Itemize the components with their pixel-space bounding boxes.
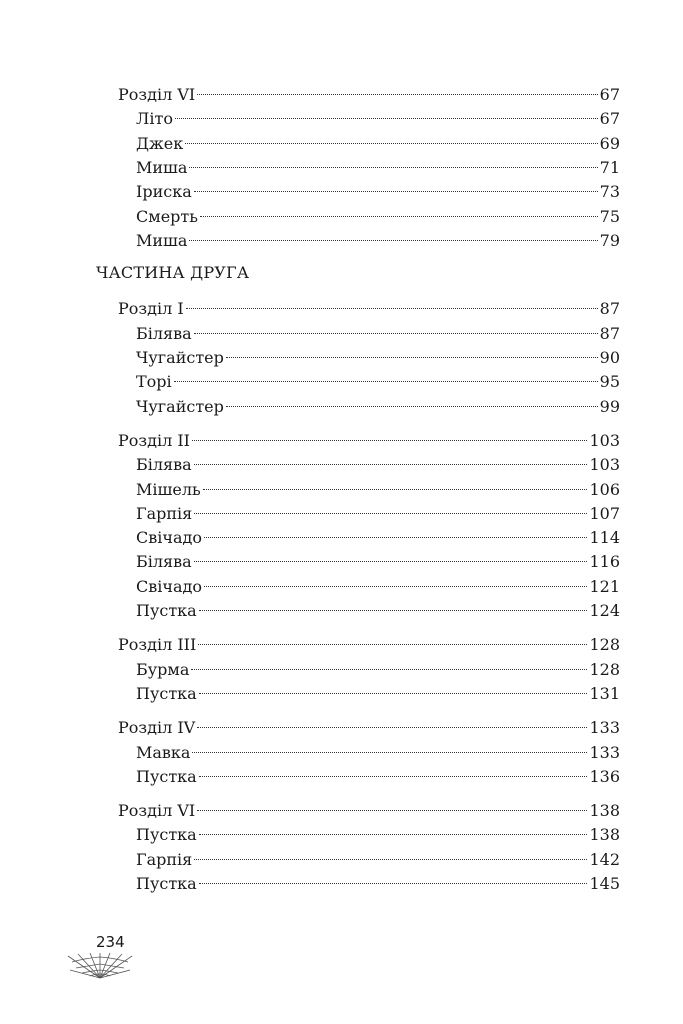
entry-page-number: 87 xyxy=(599,323,620,343)
entry-page-number: 106 xyxy=(589,479,620,499)
toc-subentry[interactable] xyxy=(136,742,620,764)
toc-subentry[interactable] xyxy=(136,849,620,871)
entry-page-number: 69 xyxy=(599,133,620,153)
dot-leader xyxy=(199,776,588,777)
entry-page-number: 90 xyxy=(599,348,620,367)
entry-title: Смерть xyxy=(136,206,198,226)
toc-subentry[interactable] xyxy=(136,454,620,476)
entry-page-number: 87 xyxy=(599,299,620,319)
toc-chapter-entry[interactable] xyxy=(118,717,620,739)
entry-page-number: 116 xyxy=(589,552,620,572)
toc-subentry[interactable] xyxy=(136,503,620,525)
dot-leader xyxy=(185,143,597,144)
dot-leader xyxy=(199,610,588,611)
entry-page-number: 124 xyxy=(589,601,620,620)
entry-title: Джек xyxy=(136,133,184,153)
entry-title: Миша xyxy=(136,230,188,250)
entry-title: Бурма xyxy=(136,659,190,679)
entry-page-number: 128 xyxy=(589,635,620,655)
entry-title: Розділ I xyxy=(118,299,184,319)
entry-page-number: 75 xyxy=(599,206,620,226)
toc-subentry[interactable] xyxy=(136,600,620,622)
dot-leader xyxy=(189,167,597,168)
dot-leader xyxy=(197,94,597,95)
dot-leader xyxy=(174,381,598,382)
entry-page-number: 145 xyxy=(589,874,620,893)
toc-subentry[interactable] xyxy=(136,527,620,549)
dot-leader xyxy=(186,308,598,309)
entry-title: Розділ VI xyxy=(118,801,196,821)
dot-leader xyxy=(194,464,588,465)
toc-subentry[interactable] xyxy=(136,133,620,155)
entry-title: Білява xyxy=(136,455,192,475)
entry-title: Пустка xyxy=(136,825,197,845)
dot-leader xyxy=(226,357,598,358)
toc-subentry[interactable] xyxy=(136,396,620,418)
dot-leader xyxy=(189,240,597,241)
entry-title: Розділ III xyxy=(118,635,197,655)
entry-title: Торі xyxy=(136,372,172,392)
spiderweb-icon xyxy=(66,952,134,986)
toc-subentry[interactable] xyxy=(136,108,620,130)
entry-page-number: 103 xyxy=(589,455,620,475)
entry-title: Білява xyxy=(136,323,192,343)
entry-page-number: 128 xyxy=(589,659,620,679)
toc-subentry[interactable] xyxy=(136,824,620,846)
entry-title: Свічадо xyxy=(136,576,202,596)
toc-subentry[interactable] xyxy=(136,659,620,681)
toc-subentry[interactable] xyxy=(136,479,620,501)
toc-subentry[interactable] xyxy=(136,157,620,179)
toc-chapter-entry[interactable] xyxy=(118,430,620,452)
entry-title: Пустка xyxy=(136,874,197,893)
dot-leader xyxy=(204,537,587,538)
entry-page-number: 133 xyxy=(589,718,620,738)
toc-subentry[interactable] xyxy=(136,371,620,393)
entry-title: Свічадо xyxy=(136,528,202,548)
dot-leader xyxy=(200,216,598,217)
entry-title: Миша xyxy=(136,157,188,177)
dot-leader xyxy=(194,333,598,334)
dot-leader xyxy=(194,191,598,192)
entry-title: Розділ II xyxy=(118,430,190,450)
entry-page-number: 138 xyxy=(589,801,620,821)
toc-subentry[interactable] xyxy=(136,766,620,788)
dot-leader xyxy=(194,859,587,860)
entry-title: Чугайстер xyxy=(136,396,224,416)
dot-leader xyxy=(203,489,588,490)
entry-title: Розділ IV xyxy=(118,718,196,738)
entry-page-number: 131 xyxy=(589,683,620,703)
entry-title: Білява xyxy=(136,552,192,572)
toc-subentry[interactable] xyxy=(136,347,620,369)
dot-leader xyxy=(194,561,588,562)
toc-chapter-entry[interactable] xyxy=(118,800,620,822)
dot-leader xyxy=(226,406,598,407)
entry-page-number: 95 xyxy=(599,372,620,392)
entry-title: Гарпія xyxy=(136,849,193,869)
entry-page-number: 142 xyxy=(589,849,620,869)
toc-subentry[interactable] xyxy=(136,181,620,203)
dot-leader xyxy=(199,693,588,694)
entry-title: Розділ VI xyxy=(118,85,196,104)
dot-leader xyxy=(199,883,588,884)
entry-page-number: 121 xyxy=(589,576,620,596)
entry-title: Мавка xyxy=(136,742,191,762)
entry-title: Іриска xyxy=(136,182,192,202)
entry-page-number: 79 xyxy=(599,230,620,250)
entry-title: Пустка xyxy=(136,683,197,703)
dot-leader xyxy=(204,586,587,587)
entry-title: Літо xyxy=(136,109,173,129)
entry-page-number: 107 xyxy=(589,503,620,523)
toc-chapter-entry[interactable] xyxy=(118,84,620,106)
entry-page-number: 67 xyxy=(599,85,620,104)
entry-page-number: 71 xyxy=(599,157,620,177)
dot-leader xyxy=(175,118,598,119)
dot-leader xyxy=(199,834,588,835)
toc-subentry[interactable] xyxy=(136,206,620,228)
entry-page-number: 73 xyxy=(599,182,620,202)
dot-leader xyxy=(192,752,587,753)
dot-leader xyxy=(198,644,587,645)
entry-page-number: 99 xyxy=(599,396,620,416)
entry-page-number: 114 xyxy=(589,528,620,548)
toc-subentry[interactable] xyxy=(136,323,620,345)
toc-subentry[interactable] xyxy=(136,683,620,705)
part-title: ЧАСТИНА ДРУГА xyxy=(96,263,250,283)
page-number: 234 xyxy=(96,933,125,951)
toc-subentry[interactable] xyxy=(136,551,620,573)
entry-title: Пустка xyxy=(136,601,197,620)
entry-title: Чугайстер xyxy=(136,348,224,367)
entry-page-number: 138 xyxy=(589,825,620,845)
toc-subentry[interactable] xyxy=(136,873,620,895)
toc-chapter-entry[interactable] xyxy=(118,634,620,656)
dot-leader xyxy=(194,513,587,514)
entry-title: Гарпія xyxy=(136,503,193,523)
toc-subentry[interactable] xyxy=(136,230,620,252)
entry-title: Мішель xyxy=(136,479,201,499)
dot-leader xyxy=(197,810,587,811)
entry-page-number: 67 xyxy=(599,109,620,129)
toc-chapter-entry[interactable] xyxy=(118,298,620,320)
entry-page-number: 133 xyxy=(589,742,620,762)
entry-page-number: 136 xyxy=(589,766,620,786)
dot-leader xyxy=(191,669,587,670)
dot-leader xyxy=(192,440,587,441)
entry-title: Пустка xyxy=(136,766,197,786)
dot-leader xyxy=(197,727,587,728)
toc-subentry[interactable] xyxy=(136,576,620,598)
entry-page-number: 103 xyxy=(589,430,620,450)
